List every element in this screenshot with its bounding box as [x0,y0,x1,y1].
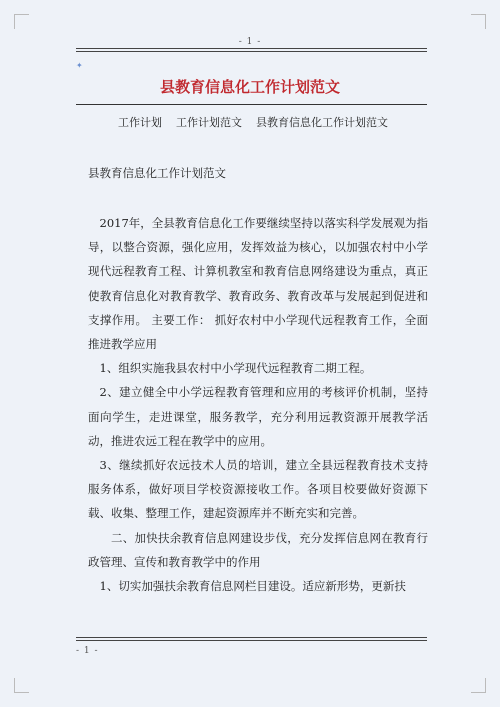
breadcrumb-item[interactable]: 县教育信息化工作计划范文 [256,116,388,129]
breadcrumb-item[interactable]: 工作计划范文 [176,116,242,129]
paragraph: 3、继续抓好农远技术人员的培训，建立全县远程教育技术支持服务体系，做好项目学校资源接收工作。各项目校要做好资源下载、收集、整理工作，建起资源库并不断充实和完善。 [88,458,428,521]
document-body [88,211,428,598]
corner-mark [14,14,29,29]
paragraph: 1、切实加强扶余教育信息网栏目建设。适应新形势，更新扶 [99,579,406,594]
breadcrumb [118,114,388,130]
document-subtitle: 县教育信息化工作计划范文 [88,166,226,180]
title-rule [76,104,427,105]
paragraph: 二、加快扶余教育信息网建设步伐，充分发挥信息网在教育行政管理、宣传和教育教学中的作用 [88,530,428,569]
paragraph: 2017年，全县教育信息化工作要继续坚持以落实科学发展观为指导，以整合资源，强化应用，发挥效益为核心，以加强农村中小学现代远程教育工程、计算机教室和教育信息网络建设为重点，真正使教育信息化对教育教学、教育政务、教育改革与发展起到促进和支撑作用。 主要工作： 抓好农村中小学现代远程教育工作，全面推进教学应用 [88,216,428,352]
corner-mark [471,678,486,693]
paragraph: 1、组织实施我县农村中小学现代远程教育二期工程。 [99,361,372,376]
header-rule [76,48,427,52]
footer-rule [76,637,427,641]
corner-mark [14,678,29,693]
breadcrumb-item[interactable]: 工作计划 [118,116,162,129]
text-cursor-icon: ✦ [76,61,83,70]
page-number-top: - 1 - [238,37,262,47]
corner-mark [471,14,486,29]
paragraph: 2、建立健全中小学远程教育管理和应用的考核评价机制，坚持面向学生，走进课堂，服务教学，充分利用远教资源开展教学活动，推进农远工程在教学中的应用。 [88,385,428,448]
page-title: 县教育信息化工作计划范文 [159,78,340,96]
page-number-bottom: - 1 - [76,646,99,656]
